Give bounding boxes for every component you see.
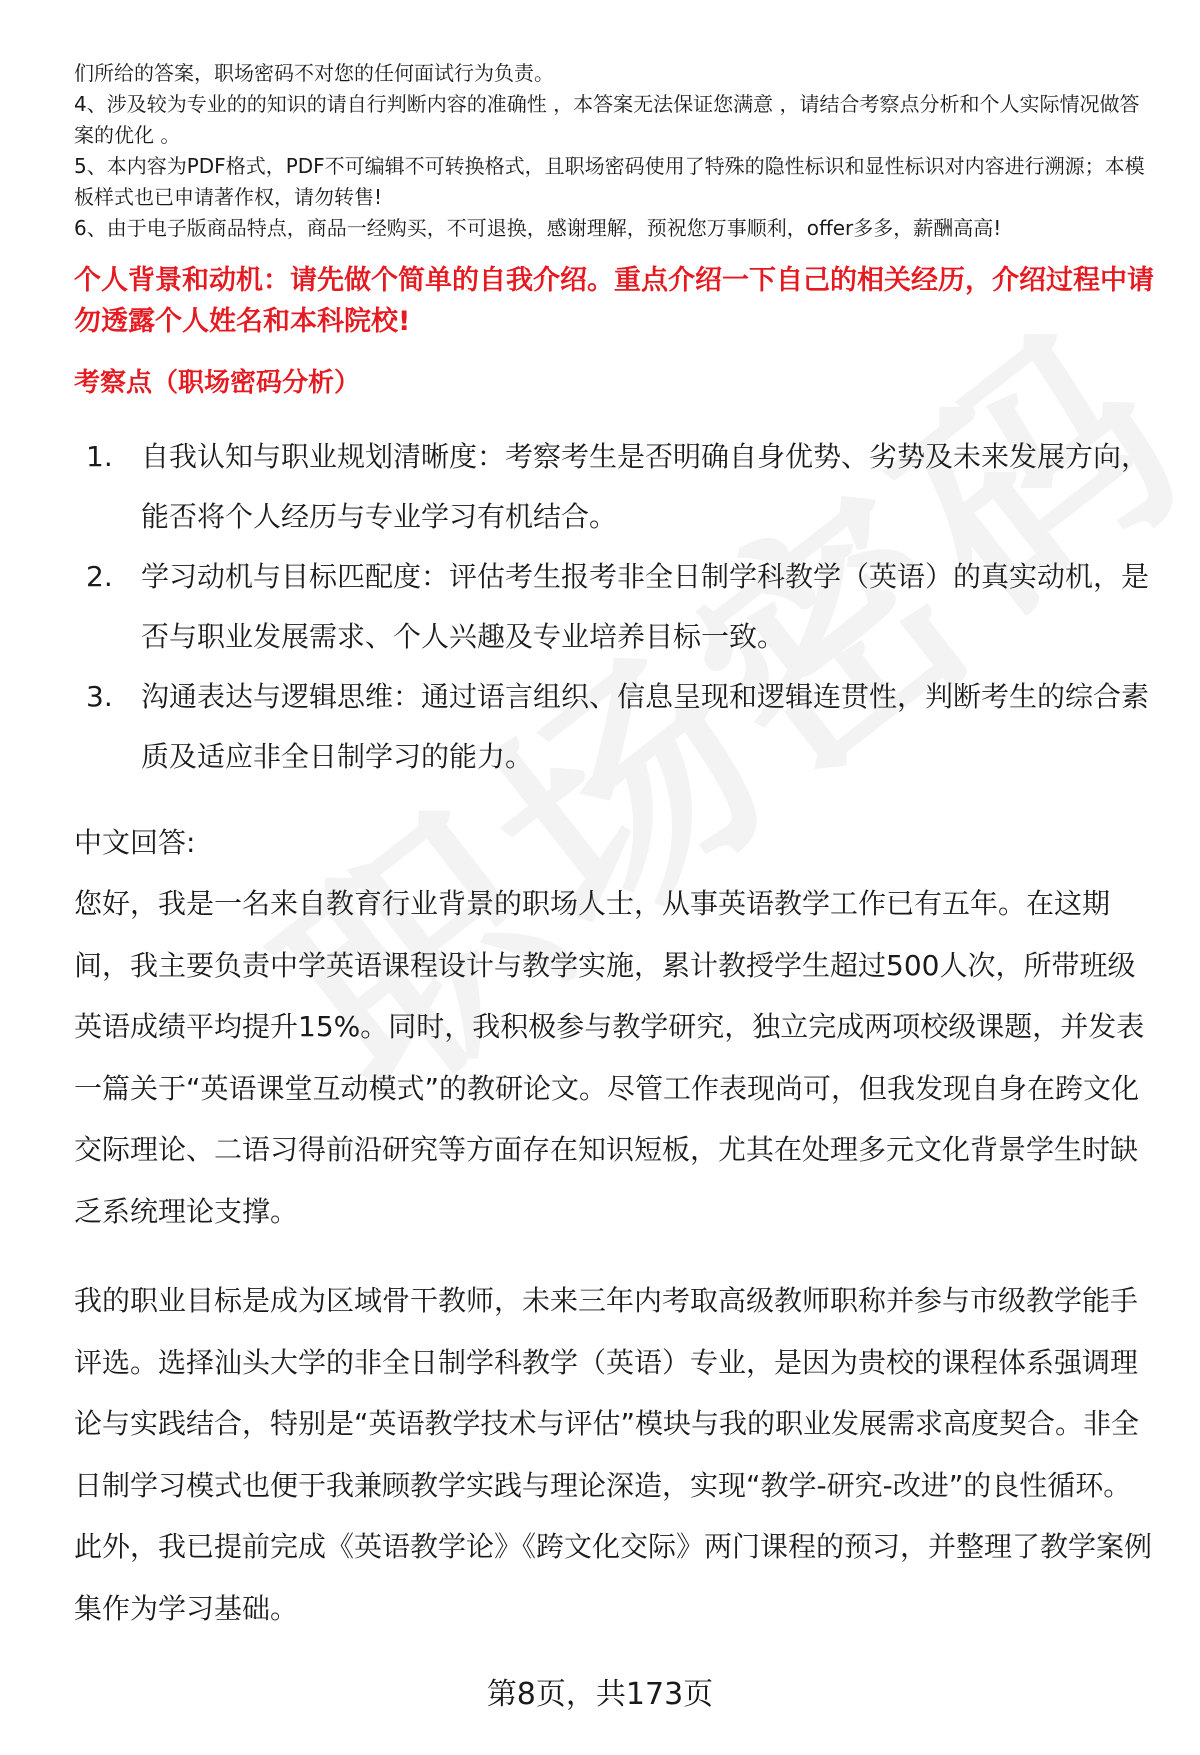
document-body [74,58,1156,1639]
answer-paragraph: 我的职业目标是成为区域骨干教师，未来三年内考取高级教师职称并参与市级教学能手评选。选择汕头大学的非全日制学科教学（英语）专业，是因为贵校的课程体系强调理论与实践结合，特别是“英语教学技术与评估”模块与我的职业发展需求高度契合。非全日制学习模式也便于我兼顾教学实践与理论深造，实现“教学-研究-改进”的良性循环。此外，我已提前完成《英语教学论》《跨文化交际》两门课程的预习，并整理了教学案例集作为学习基础。 [74,1284,1153,1625]
assessment-points [74,427,1156,787]
note-line: 们所给的答案，职场密码不对您的任何面试行为负责。 [74,61,554,85]
note-line: 6、由于电子版商品特点，商品一经购买，不可退换，感谢理解，预祝您万事顺利，offer多多，薪酬高高! [74,216,1002,240]
note-line: 4、涉及较为专业的的知识的请自行判断内容的准确性 ，本答案无法保证您满意 ，请结合考察点分析和个人实际情况做答案的优化 。 [74,92,1140,147]
interview-question: 个人背景和动机：请先做个简单的自我介绍。重点介绍一下自己的相关经历，介绍过程中请勿透露个人姓名和本科院校! [74,265,1154,337]
list-text: 沟通表达与逻辑思维：通过语言组织、信息呈现和逻辑连贯性，判断考生的综合素质及适应非全日制学习的能力。 [141,680,1150,773]
section-title: 考察点（职场密码分析） [74,368,361,398]
list-item [74,547,1156,667]
list-number: 3. [86,680,113,713]
note-line: 5、本内容为PDF格式，PDF不可编辑不可转换格式，且职场密码使用了特殊的隐性标识和显性标识对内容进行溯源；本模板样式也已申请著作权，请勿转售! [74,154,1145,209]
answer-paragraph: 您好，我是一名来自教育行业背景的职场人士，从事英语教学工作已有五年。在这期间，我主要负责中学英语课程设计与教学实施，累计教授学生超过500人次，所带班级英语成绩平均提升15%。同时，我积极参与教学研究，独立完成两项校级课题，并发表一篇关于“英语课堂互动模式”的教研论文。尽管工作表现尚可，但我发现自身在跨文化交际理论、二语习得前沿研究等方面存在知识短板，尤其在处理多元文化背景学生时缺乏系统理论支撑。 [74,887,1145,1228]
list-text: 学习动机与目标匹配度：评估考生报考非全日制学科教学（英语）的真实动机，是否与职业发展需求、个人兴趣及专业培养目标一致。 [141,560,1150,653]
list-text: 自我认知与职业规划清晰度：考察考生是否明确自身优势、劣势及未来发展方向，能否将个人经历与专业学习有机结合。 [141,440,1150,533]
list-item [74,427,1156,547]
disclaimer-notes [74,58,1156,244]
list-number: 1. [86,440,113,473]
answer-label: 中文回答: [74,826,196,859]
page-footer: 第8页，共173页 [486,1677,714,1712]
list-number: 2. [86,560,113,593]
list-item [74,667,1156,787]
